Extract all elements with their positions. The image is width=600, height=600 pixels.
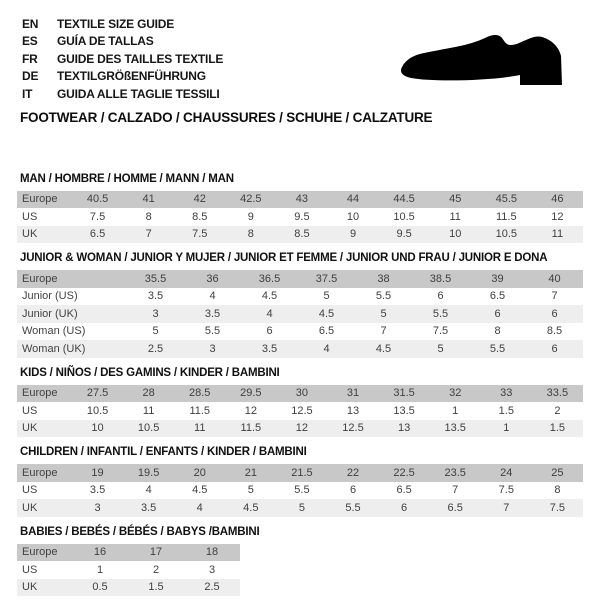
table-row (17, 499, 583, 517)
size-value: 9 (349, 228, 357, 241)
size-value: 5.5 (432, 307, 449, 320)
size-value: 3 (209, 342, 216, 355)
size-value: 12 (551, 210, 564, 223)
size-value: 3.5 (261, 342, 278, 355)
size-value: 9 (247, 210, 254, 223)
size-table-children (17, 464, 583, 517)
row-label: UK (22, 501, 38, 514)
size-value: 9.5 (396, 228, 412, 241)
size-value: 11 (449, 210, 461, 223)
size-value: 5 (380, 307, 387, 320)
size-table-babies (17, 544, 240, 597)
row-label: Junior (UK) (22, 307, 78, 320)
size-value: 13.5 (444, 422, 466, 435)
row-label: Europe (22, 193, 58, 206)
table-title-children: CHILDREN / INFANTIL / ENFANTS / KINDER / BAMBINI (20, 446, 307, 458)
size-value: 31 (346, 387, 360, 400)
size-value: 10 (449, 228, 462, 241)
size-value: 6 (349, 484, 357, 497)
language-label: GUIDE DES TAILLES TEXTILE (57, 51, 224, 66)
size-value: 21.5 (291, 466, 313, 479)
size-value: 5.5 (489, 342, 506, 355)
table-title-man: MAN / HOMBRE / HOMME / MANN / MAN (20, 172, 234, 185)
size-value: 6.5 (89, 228, 106, 241)
size-value: 5 (298, 501, 305, 514)
language-label: TEXTILGRÖßENFÜHRUNG (57, 69, 206, 84)
size-value: 8.5 (294, 228, 310, 241)
size-value: 22.5 (393, 466, 415, 479)
row-label: UK (22, 422, 38, 435)
table-row (17, 402, 583, 420)
size-value: 5 (152, 325, 159, 338)
size-value: 11 (194, 422, 206, 435)
size-value: 8.5 (192, 210, 208, 223)
size-value: 6.5 (318, 325, 335, 338)
row-label: US (22, 404, 38, 417)
row-label: Europe (22, 466, 58, 479)
size-value: 0.5 (92, 581, 108, 594)
size-value: 3.5 (89, 484, 106, 497)
table-row (17, 305, 583, 323)
table-section-kids (17, 367, 583, 438)
size-value: 1.5 (498, 404, 514, 417)
size-value: 45 (449, 193, 462, 206)
size-value: 10.5 (137, 422, 160, 435)
size-value: 4.5 (243, 501, 259, 514)
size-value: 4.5 (192, 484, 208, 497)
table-row (17, 561, 240, 579)
size-value: 37.5 (315, 272, 338, 285)
size-value: 8 (494, 325, 501, 338)
row-label: Europe (22, 272, 58, 285)
size-value: 42 (193, 193, 206, 206)
size-value: 5 (437, 342, 444, 355)
size-value: 6 (551, 307, 558, 320)
size-value: 6.5 (447, 501, 463, 514)
size-value: 36.5 (258, 272, 281, 285)
size-value: 2 (152, 563, 160, 576)
language-code: ES (22, 34, 38, 49)
size-value: 35.5 (144, 272, 167, 285)
size-value: 42.5 (240, 193, 262, 206)
language-label: GUIDA ALLE TAGLIE TESSILI (57, 86, 220, 101)
size-value: 11 (551, 228, 564, 241)
size-value: 46 (551, 193, 564, 206)
size-value: 3 (94, 501, 101, 514)
row-label: UK (22, 581, 38, 594)
size-value: 3.5 (204, 307, 221, 320)
size-value: 5.5 (345, 501, 361, 514)
size-value: 5 (247, 484, 254, 497)
row-label: US (22, 210, 38, 223)
table-section-children (17, 446, 583, 517)
size-value: 6.5 (489, 290, 506, 303)
size-value: 3 (208, 563, 216, 576)
table-title-kids: KIDS / NIÑOS / DES GAMINS / KINDER / BAMBINI (20, 366, 280, 379)
size-value: 6.5 (396, 484, 412, 497)
size-value: 3 (152, 307, 159, 320)
size-value: 7 (380, 325, 387, 338)
size-value: 36 (206, 272, 219, 285)
table-row (17, 420, 583, 438)
size-value: 30 (295, 387, 309, 400)
size-value: 3.5 (147, 290, 164, 303)
table-row (17, 464, 583, 482)
size-table-kids (17, 385, 583, 438)
size-value: 11.5 (189, 404, 211, 417)
size-value: 39 (491, 272, 504, 285)
row-label: Woman (US) (22, 325, 86, 338)
size-value: 24 (500, 466, 513, 479)
table-row (17, 579, 240, 597)
size-value: 7 (551, 290, 558, 303)
size-value: 6 (401, 501, 408, 514)
size-value: 7 (145, 228, 152, 241)
table-row (17, 288, 583, 306)
size-value: 6 (494, 307, 501, 320)
size-value: 28.5 (189, 387, 211, 400)
size-value: 11.5 (496, 210, 517, 223)
size-value: 41 (142, 193, 155, 206)
row-label: Junior (US) (22, 290, 78, 303)
size-value: 12 (295, 422, 309, 435)
size-value: 32 (449, 387, 462, 400)
size-value: 27.5 (86, 387, 109, 400)
size-value: 11 (142, 404, 155, 417)
size-value: 10.5 (393, 210, 415, 223)
size-value: 45.5 (495, 193, 517, 206)
size-value: 23.5 (444, 466, 466, 479)
size-value: 8.5 (546, 325, 563, 338)
language-code: DE (22, 69, 39, 84)
size-value: 12.5 (291, 404, 313, 417)
table-title-babies: BABIES / BEBÉS / BÉBÉS / BABYS /BAMBINI (20, 525, 260, 538)
table-section-man (17, 173, 583, 244)
size-value: 28 (142, 387, 155, 400)
size-value: 4 (209, 290, 216, 303)
language-code: FR (22, 51, 38, 66)
size-value: 12.5 (342, 422, 364, 435)
size-value: 5.5 (204, 325, 221, 338)
size-value: 7.5 (89, 210, 106, 223)
size-value: 7.5 (549, 501, 566, 514)
size-value: 16 (93, 546, 107, 559)
size-value: 10 (91, 422, 104, 435)
row-label: Woman (UK) (22, 342, 86, 355)
size-value: 38.5 (429, 272, 452, 285)
size-value: 8 (145, 210, 152, 223)
size-value: 21 (244, 466, 257, 479)
size-value: 4.5 (261, 290, 278, 303)
table-title-junior-woman: JUNIOR & WOMAN / JUNIOR Y MUJER / JUNIOR ET FEMME / JUNIOR UND FRAU / JUNIOR E DONA (20, 252, 548, 264)
language-label: TEXTILE SIZE GUIDE (57, 16, 175, 31)
size-value: 7.5 (192, 228, 208, 241)
row-label: US (22, 484, 38, 497)
size-tables (17, 173, 583, 597)
size-value: 19 (91, 466, 104, 479)
row-label: Europe (22, 387, 58, 400)
category-title: FOOTWEAR / CALZADO / CHAUSSURES / SCHUHE / CALZATURE (20, 109, 433, 125)
size-value: 5.5 (375, 290, 392, 303)
size-value: 10.5 (86, 404, 109, 417)
size-value: 13 (397, 422, 411, 435)
size-value: 6 (551, 342, 558, 355)
size-value: 19.5 (137, 466, 160, 479)
language-code: IT (22, 86, 33, 101)
size-value: 2.5 (147, 342, 164, 355)
size-value: 7.5 (498, 484, 514, 497)
size-value: 11.5 (240, 422, 262, 435)
size-value: 44 (346, 193, 360, 206)
size-value: 33.5 (546, 387, 569, 400)
size-value: 1 (452, 404, 459, 417)
size-value: 1 (503, 422, 510, 435)
size-value: 1 (96, 563, 104, 576)
size-value: 2.5 (204, 581, 220, 594)
table-row (17, 385, 583, 403)
size-value: 33 (500, 387, 513, 400)
table-row (17, 226, 583, 244)
table-row (17, 208, 583, 226)
size-value: 4 (323, 342, 330, 355)
size-table-junior-woman (17, 270, 583, 358)
row-label: US (22, 563, 38, 576)
size-value: 13 (346, 404, 360, 417)
row-label: Europe (22, 546, 58, 559)
table-row (17, 544, 240, 562)
size-value: 22 (346, 466, 360, 479)
size-value: 31.5 (393, 387, 415, 400)
size-value: 20 (193, 466, 206, 479)
size-value: 12 (244, 404, 257, 417)
table-row (17, 270, 583, 288)
size-value: 25 (551, 466, 564, 479)
size-value: 10.5 (495, 228, 517, 241)
size-value: 5.5 (294, 484, 310, 497)
size-value: 29.5 (240, 387, 262, 400)
size-value: 38 (377, 272, 390, 285)
table-row (17, 482, 583, 500)
size-value: 3.5 (140, 501, 157, 514)
size-value: 13.5 (393, 404, 415, 417)
table-row (17, 340, 583, 358)
size-value: 6 (266, 325, 273, 338)
size-value: 5 (323, 290, 330, 303)
size-value: 10 (346, 210, 360, 223)
size-value: 18 (205, 546, 219, 559)
size-value: 4 (266, 307, 273, 320)
size-table-man (17, 191, 583, 244)
table-section-babies (17, 526, 583, 597)
size-value: 4.5 (375, 342, 392, 355)
size-value: 2 (554, 404, 561, 417)
size-value: 44.5 (393, 193, 415, 206)
size-value: 40 (548, 272, 561, 285)
language-code: EN (22, 16, 39, 31)
size-value: 1.5 (148, 581, 164, 594)
language-label: GUÍA DE TALLAS (57, 34, 154, 49)
table-row (17, 191, 583, 209)
size-value: 43 (295, 193, 309, 206)
size-value: 7 (452, 484, 459, 497)
size-value: 4 (145, 484, 152, 497)
row-label: UK (22, 228, 38, 241)
size-value: 7 (503, 501, 510, 514)
size-value: 8 (554, 484, 561, 497)
size-value: 6 (437, 290, 444, 303)
size-value: 4 (196, 501, 203, 514)
size-value: 1.5 (549, 422, 566, 435)
table-row (17, 323, 583, 341)
size-value: 9.5 (294, 210, 310, 223)
size-value: 40.5 (86, 193, 109, 206)
table-section-junior-woman (17, 252, 583, 358)
size-value: 4.5 (318, 307, 335, 320)
shoe-icon (400, 28, 570, 90)
size-value: 8 (247, 228, 254, 241)
size-value: 17 (149, 546, 163, 559)
size-value: 7.5 (432, 325, 449, 338)
